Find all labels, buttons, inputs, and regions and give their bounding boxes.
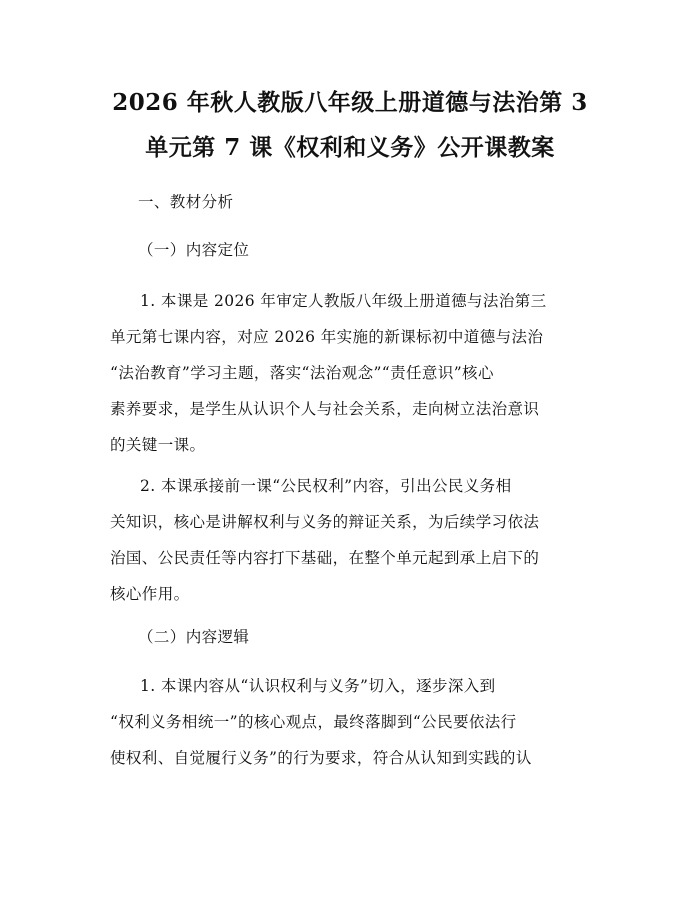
paragraph-content-positioning-1 (110, 283, 605, 463)
subsection-heading-content-positioning: （一）内容定位 (138, 241, 250, 259)
paragraph-line: 的关键一课。 (110, 436, 206, 454)
paragraph-line: 治国、公民责任等内容打下基础，在整个单元起到承上启下的 (110, 549, 540, 567)
subsection-heading-content-logic: （二）内容逻辑 (138, 628, 250, 646)
paragraph-line: 2. 本课承接前一课“公民权利”内容，引出公民义务相 (140, 477, 512, 495)
document-title-line-1: 2026 年秋人教版八年级上册道德与法治第 3 (112, 89, 588, 116)
paragraph-line: 1. 本课内容从“认识权利与义务”切入，逐步深入到 (140, 677, 496, 695)
paragraph-line: 核心作用。 (110, 585, 190, 603)
paragraph-line: 素养要求，是学生从认识个人与社会关系，走向树立法治意识 (110, 400, 540, 418)
section-heading-textbook-analysis: 一、教材分析 (138, 193, 234, 211)
paragraph-content-positioning-2 (110, 468, 605, 612)
paragraph-line: “权利义务相统一”的核心观点，最终落脚到“公民要依法行 (110, 713, 517, 731)
paragraph-line: 1. 本课是 2026 年审定人教版八年级上册道德与法治第三 (140, 292, 547, 310)
paragraph-line: 使权利、自觉履行义务”的行为要求，符合从认知到实践的认 (110, 749, 532, 767)
paragraph-line: 单元第七课内容，对应 2026 年实施的新课标初中道德与法治 (110, 328, 544, 346)
paragraph-line: “法治教育”学习主题，落实“法治观念”“责任意识”核心 (110, 364, 494, 382)
paragraph-content-logic-1 (110, 668, 605, 776)
paragraph-line: 关知识，核心是讲解权利与义务的辩证关系，为后续学习依法 (110, 513, 540, 531)
document-title-line-2: 单元第 7 课《权利和义务》公开课教案 (145, 134, 555, 161)
